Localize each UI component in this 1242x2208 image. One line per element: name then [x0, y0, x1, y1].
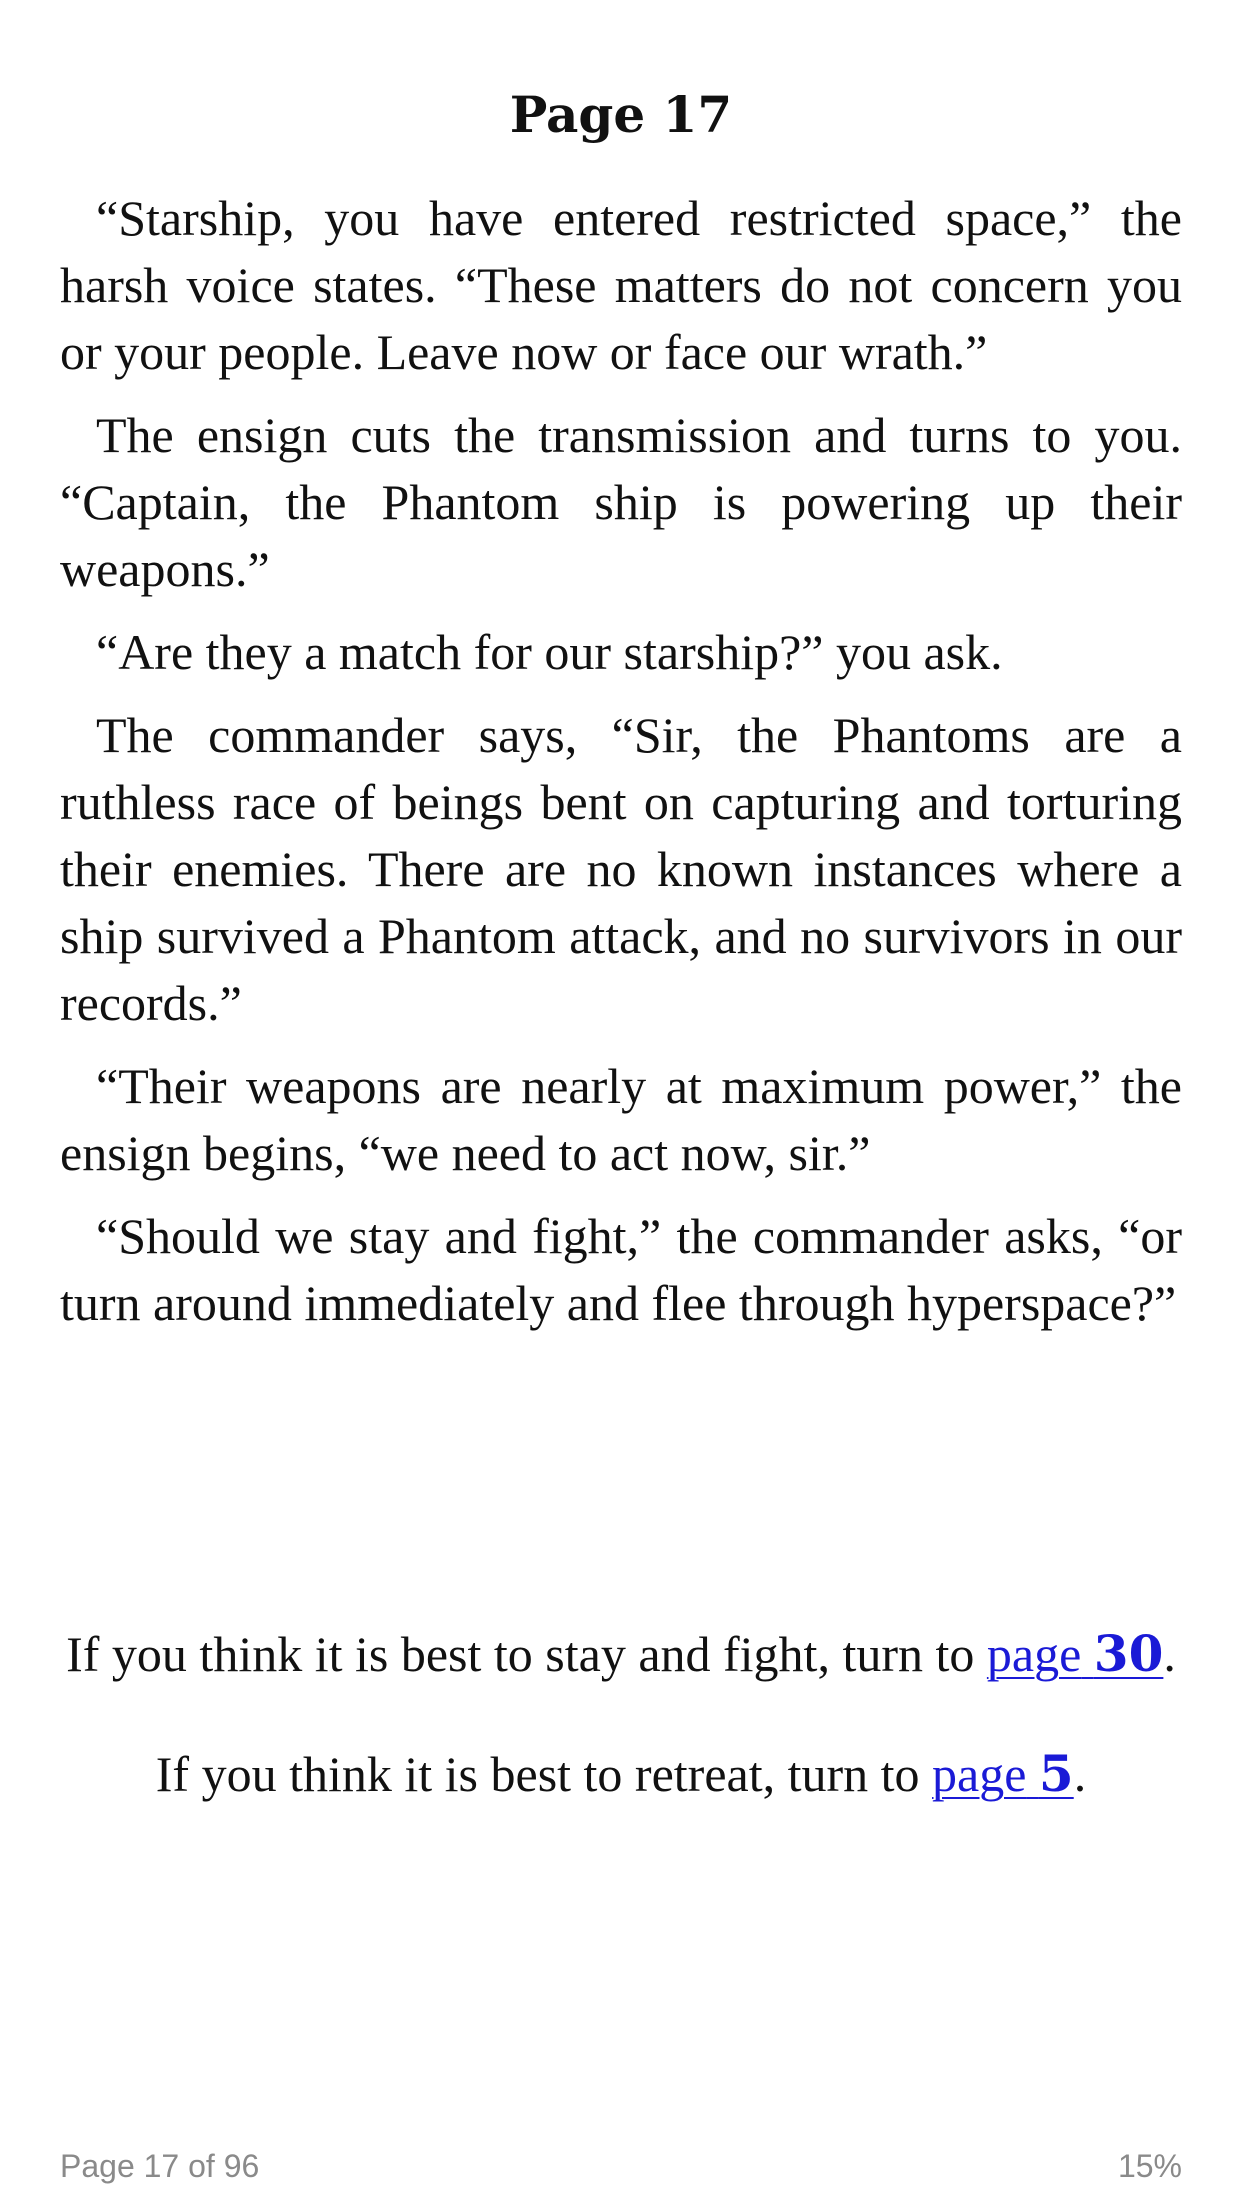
page-title: Page 17 [509, 85, 733, 144]
paragraph: “Starship, you have entered restricted space,” the harsh voice states. “These matters do not concern you or your people. Leave now or face our wrath.” [60, 190, 1182, 380]
link-page-30[interactable] [987, 1626, 1163, 1682]
paragraph: “Their weapons are nearly at maximum power,” the ensign begins, “we need to act now, sir.” [60, 1058, 1182, 1181]
paragraph: The ensign cuts the transmission and turns to you. “Captain, the Phantom ship is powering up their weapons.” [60, 407, 1182, 597]
choice-retreat-end: . [1073, 1746, 1087, 1802]
link-page-5-word: page [932, 1746, 1027, 1802]
choice-fight [60, 1620, 1182, 1688]
paragraph: The commander says, “Sir, the Phantoms are a ruthless race of beings bent on capturing and torturing their enemies. There are no known instances where a ship survived a Phantom attack, and no survivors in our records.” [60, 707, 1182, 1031]
paragraph: “Are they a match for our starship?” you ask. [96, 624, 1003, 680]
story-text [60, 185, 1182, 1353]
reading-progress: 15% [1117, 2148, 1182, 2184]
paragraph: “Should we stay and fight,” the commander asks, “or turn around immediately and flee through hyperspace?” [60, 1208, 1182, 1331]
choices [60, 1620, 1182, 1860]
choice-retreat-text: If you think it is best to retreat, turn to [155, 1746, 933, 1802]
reader-footer [60, 2148, 1182, 2185]
choice-retreat [60, 1740, 1182, 1808]
page-indicator: Page 17 of 96 [60, 2148, 260, 2184]
link-page-5[interactable] [932, 1746, 1074, 1802]
choice-fight-text: If you think it is best to stay and fight, turn to [66, 1626, 987, 1682]
link-page-30-number: 30 [1093, 1624, 1164, 1683]
choice-fight-end: . [1163, 1626, 1176, 1682]
link-page-30-word: page [986, 1626, 1082, 1682]
link-page-5-number: 5 [1038, 1744, 1074, 1803]
